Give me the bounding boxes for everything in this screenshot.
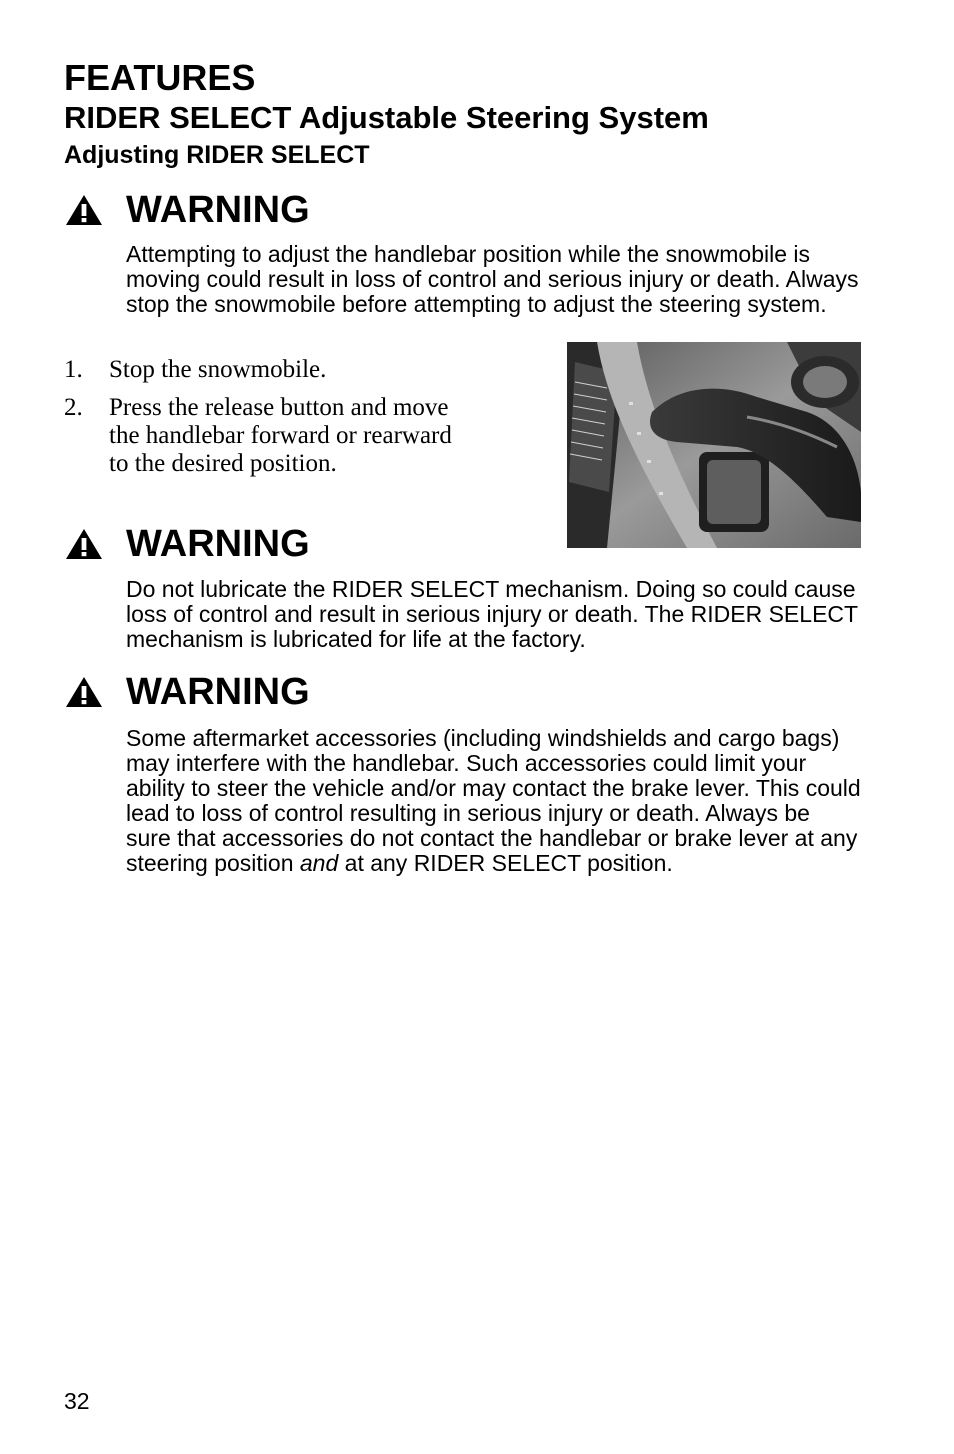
warning-3-text-emphasis: and: [299, 850, 339, 876]
step-text: Press the release button and move the handlebar forward or rearward to the desired position.: [109, 394, 452, 477]
warning-1-title: WARNING: [126, 189, 310, 231]
warning-1-header: [64, 188, 310, 232]
step-number: 2.: [64, 394, 83, 421]
page-subtitle: Adjusting RIDER SELECT: [64, 141, 370, 169]
page-title: RIDER SELECT Adjustable Steering System: [64, 100, 709, 135]
step-number: 1.: [64, 356, 83, 383]
warning-triangle-icon: [64, 675, 104, 709]
list-item: [64, 394, 484, 478]
page-number: 32: [64, 1388, 90, 1414]
step-text: Stop the snowmobile.: [109, 356, 327, 383]
warning-2-header: [64, 522, 310, 566]
warning-3-text-start: Some aftermarket accessories (including windshields and cargo bags) may interfere with the handlebar. Such accessories could limit your ability to steer the vehicle and/or may contact the brake lever. This could lead to loss of control resulting in serious injury or death. Always be sure that accessories do not contact the handlebar or brake lever at any steering position: [126, 725, 861, 876]
section-heading: FEATURES: [64, 57, 256, 98]
handlebar-adjustment-photo: [567, 342, 861, 548]
warning-3-text-end: at any RIDER SELECT position.: [338, 850, 673, 876]
warning-triangle-icon: [64, 527, 104, 561]
warning-triangle-icon: [64, 193, 104, 227]
warning-1-text: Attempting to adjust the handlebar position while the snowmobile is moving could result in loss of control and serious injury or death. Always stop the snowmobile before attempting to adjust the steering system.: [126, 241, 859, 317]
warning-2-title: WARNING: [126, 523, 310, 565]
warning-3-text: [126, 726, 861, 876]
list-item: [64, 356, 484, 384]
warning-3-header: [64, 670, 310, 714]
steps-list: [64, 356, 484, 488]
warning-3-title: WARNING: [126, 671, 310, 713]
warning-2-text: Do not lubricate the RIDER SELECT mechanism. Doing so could cause loss of control and result in serious injury or death. The RIDER SELECT mechanism is lubricated for life at the factory.: [126, 576, 858, 652]
